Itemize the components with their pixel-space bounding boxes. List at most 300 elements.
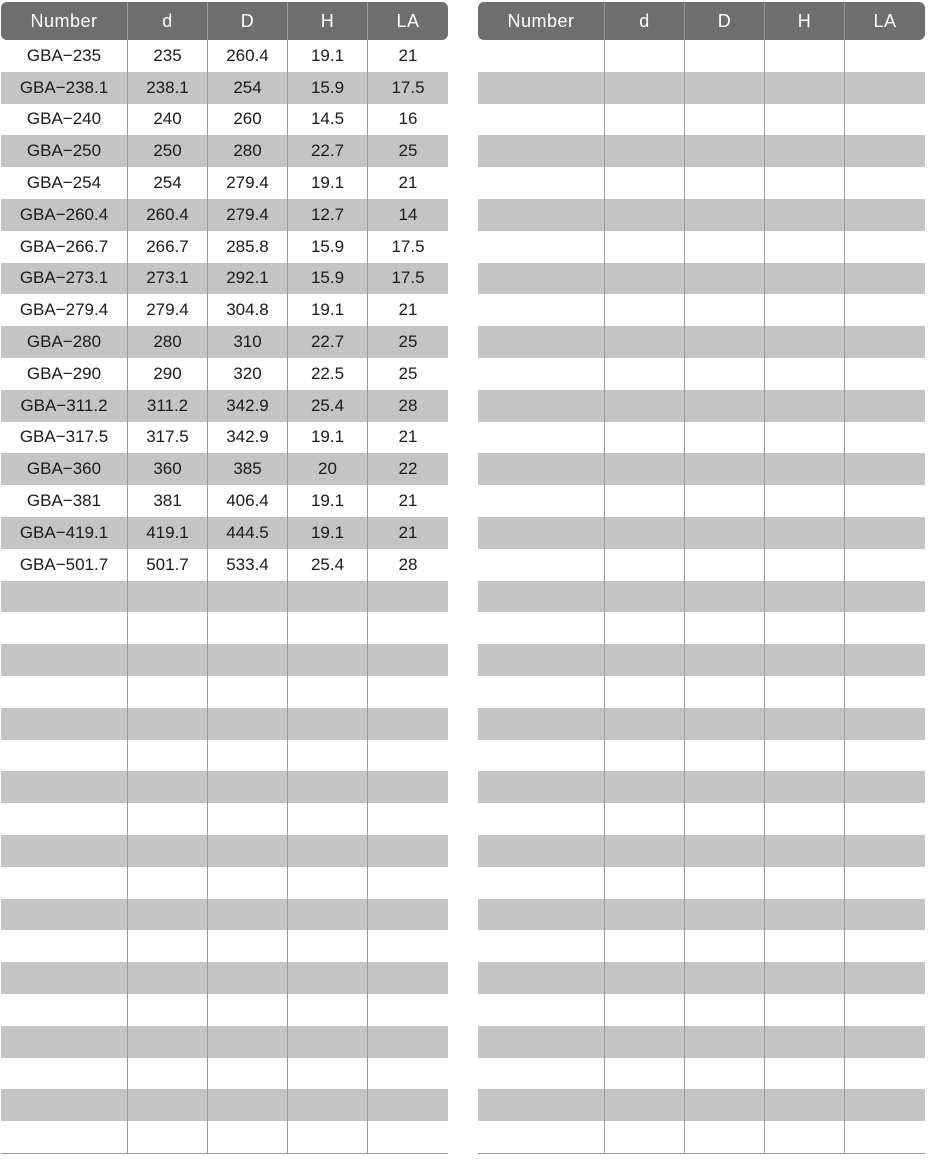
table-cell [605,676,685,708]
table-cell [128,867,208,899]
table-cell [605,867,685,899]
table-cell [765,135,845,167]
table-cell [288,740,368,772]
table-cell [208,1026,288,1058]
table-cell: 19.1 [288,485,368,517]
table-row [478,962,925,994]
table-cell [605,294,685,326]
table-cell [765,612,845,644]
table-cell [288,708,368,740]
table-cell [685,771,765,803]
table-cell [685,581,765,613]
table-cell [368,1026,448,1058]
table-cell [685,135,765,167]
table-cell: 17.5 [391,268,425,288]
column-header: D [685,2,765,40]
table-row [478,867,925,899]
table-row [478,135,925,167]
table-cell [368,930,448,962]
table-row [478,835,925,867]
table-cell [605,199,685,231]
table-cell [128,930,208,962]
table-cell [845,390,925,422]
table-cell [368,803,448,835]
table-cell [478,1121,605,1153]
table-row [1,72,448,104]
table-cell: 279.4 [208,199,288,231]
table-cell [368,994,448,1026]
table-cell [685,199,765,231]
table-cell [685,40,765,72]
table-row [1,549,448,581]
table-cell [288,676,368,708]
table-cell [685,72,765,104]
table-cell: 279.4 [208,167,288,199]
column-header: d [128,2,208,40]
table-cell [478,263,605,295]
table-cell [288,1121,368,1153]
table-cell [368,1058,448,1090]
table-cell [765,199,845,231]
table-cell [368,676,448,708]
table-cell [845,167,925,199]
table-row [478,326,925,358]
table-row [478,708,925,740]
table-cell [605,263,685,295]
table-cell [208,740,288,772]
table-cell [605,72,685,104]
table-cell: 273.1 [128,263,208,295]
table-row [1,1058,448,1090]
table-cell [208,612,288,644]
table-cell [128,771,208,803]
table-row [1,962,448,994]
table-cell [685,549,765,581]
table-cell [605,231,685,263]
table-cell [478,581,605,613]
table-cell [1,962,128,994]
table-cell [605,962,685,994]
table-cell: 19.1 [288,40,368,72]
table-cell [1,1058,128,1090]
table-cell [288,867,368,899]
table-cell [368,740,448,772]
table-cell [685,485,765,517]
table-cell: 419.1 [128,517,208,549]
table-cell [685,899,765,931]
table-cell [605,708,685,740]
table-cell [685,453,765,485]
table-cell [605,771,685,803]
table-cell [765,644,845,676]
table-cell [368,644,448,676]
table-cell [208,835,288,867]
table-cell: GBA−238.1 [1,72,128,104]
table-row [478,517,925,549]
table-row [1,930,448,962]
table-cell: 15.9 [288,263,368,295]
table-cell [845,104,925,136]
table-cell: 28 [398,554,418,574]
table-cell [765,263,845,295]
table-cell [288,1058,368,1090]
table-cell [208,867,288,899]
table-cell: 15.9 [288,72,368,104]
table-cell [685,867,765,899]
table-cell [845,644,925,676]
table-cell [765,358,845,390]
table-cell: 14.5 [288,104,368,136]
table-cell [765,422,845,454]
table-cell [208,644,288,676]
table-cell: 19.1 [288,167,368,199]
table-cell [765,1058,845,1090]
table-cell [288,835,368,867]
table-cell [605,40,685,72]
column-header: Number [478,2,605,40]
table-cell [845,199,925,231]
table-cell [765,1026,845,1058]
table-cell [1,930,128,962]
table-cell [765,517,845,549]
table-cell [478,740,605,772]
right-spec-table [478,2,925,1154]
table-cell [685,1089,765,1121]
table-row [478,40,925,72]
table-cell [605,517,685,549]
table-cell [765,962,845,994]
table-row [478,1089,925,1121]
table-cell [765,40,845,72]
table-cell [478,326,605,358]
table-row [1,135,448,167]
table-cell [605,930,685,962]
table-cell [478,453,605,485]
table-cell [845,1089,925,1121]
table-bottom-rule [1,1153,448,1154]
table-cell: 22 [398,459,418,479]
table-row [1,104,448,136]
table-cell [685,1121,765,1153]
table-row [1,676,448,708]
table-cell [685,930,765,962]
table-cell [368,835,448,867]
table-cell: 22.7 [288,326,368,358]
table-cell: 16 [398,109,418,129]
table-cell [845,1026,925,1058]
table-cell [765,390,845,422]
table-cell: GBA−317.5 [1,422,128,454]
table-cell [685,1058,765,1090]
table-cell: GBA−240 [1,104,128,136]
table-row [478,771,925,803]
table-cell [845,899,925,931]
table-cell [208,708,288,740]
table-cell [605,581,685,613]
table-cell: 15.9 [288,231,368,263]
table-cell [368,962,448,994]
table-row [478,803,925,835]
table-cell [845,1121,925,1153]
table-row [1,1121,448,1153]
table-row [1,40,448,72]
table-row [1,294,448,326]
table-cell [1,1026,128,1058]
table-cell [845,962,925,994]
table-cell [605,104,685,136]
table-cell [368,867,448,899]
table-cell: 310 [208,326,288,358]
column-header: Number [1,2,128,40]
table-row [478,167,925,199]
table-row [478,644,925,676]
table-cell: 17.5 [391,77,425,97]
table-cell [845,803,925,835]
table-cell: 342.9 [208,422,288,454]
table-cell [845,40,925,72]
table-cell [765,676,845,708]
table-cell [128,1121,208,1153]
table-row [478,740,925,772]
table-cell [765,899,845,931]
table-row [478,72,925,104]
table-cell [288,962,368,994]
table-cell [605,167,685,199]
table-cell [288,771,368,803]
table-cell: 14 [398,204,418,224]
table-row [478,581,925,613]
table-cell: 254 [208,72,288,104]
table-row [1,612,448,644]
table-cell [478,1058,605,1090]
table-cell [478,485,605,517]
table-cell [128,1058,208,1090]
table-cell [478,40,605,72]
table-cell [288,803,368,835]
table-cell: GBA−381 [1,485,128,517]
table-cell: 21 [398,427,418,447]
table-cell [765,994,845,1026]
table-cell: 250 [128,135,208,167]
table-cell [845,771,925,803]
table-row [1,199,448,231]
table-cell: GBA−280 [1,326,128,358]
table-row [478,390,925,422]
table-cell: 21 [398,45,418,65]
table-cell [685,104,765,136]
table-row [1,231,448,263]
table-cell: GBA−501.7 [1,549,128,581]
table-cell [128,1089,208,1121]
table-cell: 22.5 [288,358,368,390]
table-cell [685,422,765,454]
table-cell [685,740,765,772]
table-row [478,231,925,263]
table-cell [605,390,685,422]
table-cell: 292.1 [208,263,288,295]
column-header: H [765,2,845,40]
table-row [478,422,925,454]
table-cell [605,135,685,167]
table-cell [605,358,685,390]
table-cell [1,644,128,676]
table-cell [765,549,845,581]
table-row [478,1121,925,1153]
table-cell [685,358,765,390]
table-cell [685,803,765,835]
table-cell [478,835,605,867]
table-row [1,358,448,390]
table-cell [288,581,368,613]
table-cell [685,326,765,358]
table-cell [605,326,685,358]
table-cell [1,581,128,613]
table-cell: 360 [128,453,208,485]
table-cell [605,1058,685,1090]
table-cell [128,835,208,867]
table-row [478,485,925,517]
table-cell [478,549,605,581]
table-row [478,1026,925,1058]
table-cell [1,803,128,835]
table-cell: 381 [128,485,208,517]
table-cell: 17.5 [391,236,425,256]
table-cell [1,740,128,772]
table-row [478,676,925,708]
table-row [1,708,448,740]
table-cell [765,167,845,199]
table-row [1,1026,448,1058]
table-cell [288,930,368,962]
table-cell: 12.7 [288,199,368,231]
table-cell [208,771,288,803]
table-cell: 320 [208,358,288,390]
table-cell [208,1089,288,1121]
table-row [478,263,925,295]
table-cell [1,708,128,740]
table-row [1,326,448,358]
table-cell [368,612,448,644]
table-cell [288,1089,368,1121]
table-cell [845,867,925,899]
table-cell: 260.4 [208,40,288,72]
table-cell: 285.8 [208,231,288,263]
table-cell: 28 [398,395,418,415]
left-spec-table [1,2,448,1154]
table-cell [478,167,605,199]
table-cell: 235 [128,40,208,72]
table-cell [765,326,845,358]
table-cell: 25 [398,332,418,352]
table-row [1,581,448,613]
table-cell: 266.7 [128,231,208,263]
table-cell [605,740,685,772]
table-cell [128,740,208,772]
table-cell [368,708,448,740]
column-header: LA [396,10,420,31]
table-cell [845,612,925,644]
table-cell [128,962,208,994]
table-row [478,930,925,962]
table-header [1,2,448,40]
table-row [478,358,925,390]
table-cell [368,1121,448,1153]
table-cell [685,835,765,867]
table-cell [478,612,605,644]
table-cell: 406.4 [208,485,288,517]
table-cell [128,676,208,708]
table-cell: 290 [128,358,208,390]
table-cell [478,994,605,1026]
table-cell [765,581,845,613]
table-row [1,644,448,676]
table-cell [128,581,208,613]
table-row [478,1058,925,1090]
table-cell: 342.9 [208,390,288,422]
table-row [1,740,448,772]
table-cell [605,453,685,485]
table-row [1,1089,448,1121]
table-cell [765,867,845,899]
table-cell: 21 [398,300,418,320]
table-cell: GBA−360 [1,453,128,485]
table-cell [605,899,685,931]
table-cell [765,1089,845,1121]
table-cell [845,517,925,549]
table-cell: 21 [398,491,418,511]
table-row [478,199,925,231]
table-cell [478,358,605,390]
table-cell: 385 [208,453,288,485]
table-cell [1,771,128,803]
table-cell: 260.4 [128,199,208,231]
table-cell [765,740,845,772]
table-cell [128,644,208,676]
table-cell [845,708,925,740]
table-cell: GBA−260.4 [1,199,128,231]
table-cell: 254 [128,167,208,199]
table-cell [478,390,605,422]
table-cell: GBA−290 [1,358,128,390]
table-cell [845,72,925,104]
table-row [478,453,925,485]
table-cell [605,1026,685,1058]
table-cell: 21 [398,173,418,193]
table-cell: 19.1 [288,422,368,454]
table-cell [605,612,685,644]
table-cell [288,1026,368,1058]
table-cell [605,835,685,867]
table-cell [1,676,128,708]
table-cell [605,422,685,454]
table-cell [765,72,845,104]
table-cell [845,453,925,485]
table-cell [478,867,605,899]
table-cell [845,835,925,867]
table-cell: GBA−419.1 [1,517,128,549]
table-cell [208,1058,288,1090]
table-cell [845,326,925,358]
table-cell [765,104,845,136]
table-cell [845,676,925,708]
table-cell [288,612,368,644]
table-bottom-rule [478,1153,925,1154]
table-cell: GBA−254 [1,167,128,199]
table-cell [478,1026,605,1058]
table-cell [685,962,765,994]
table-cell [765,803,845,835]
table-row [1,803,448,835]
